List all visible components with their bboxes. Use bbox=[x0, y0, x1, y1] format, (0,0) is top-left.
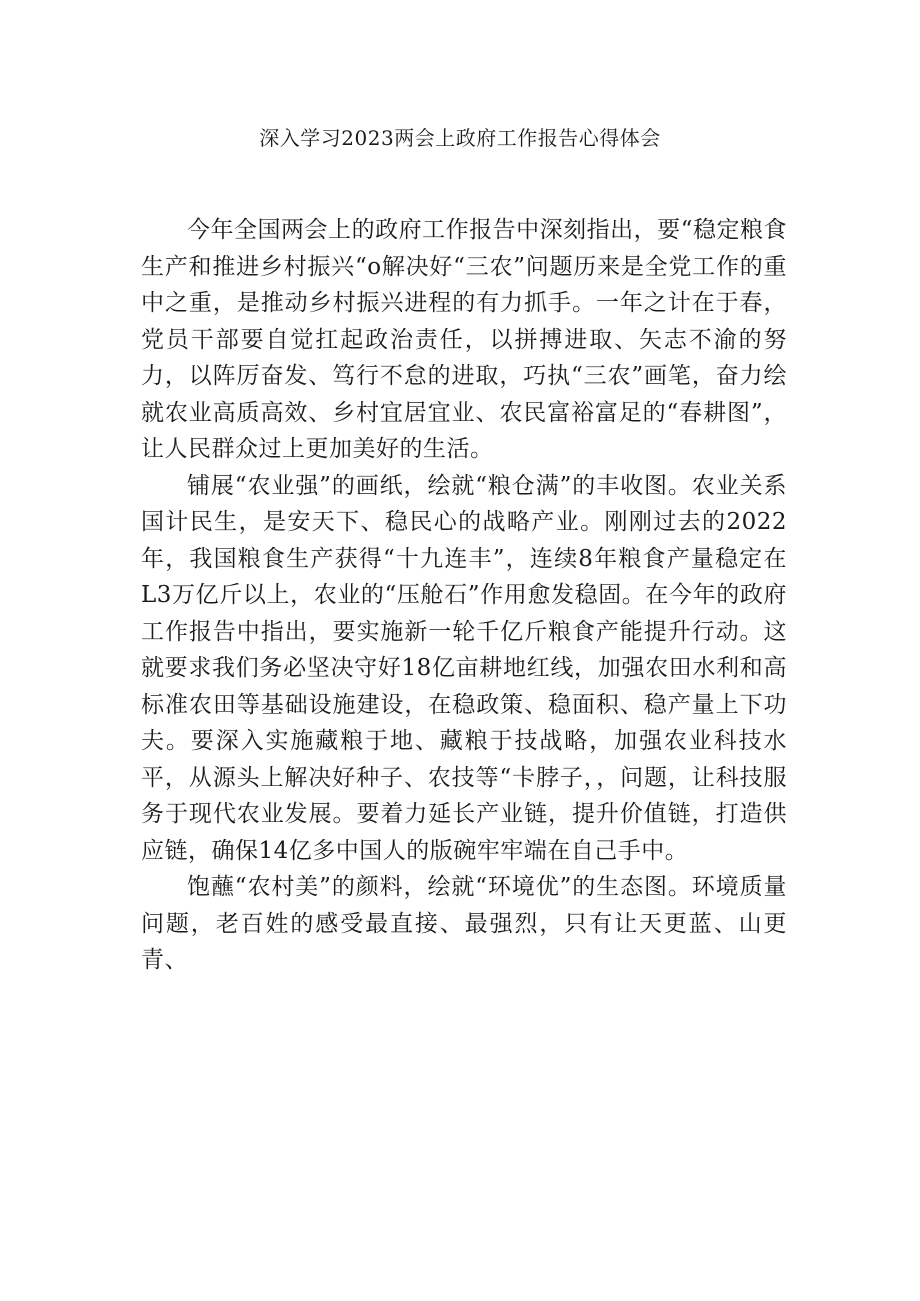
document-body bbox=[141, 212, 787, 979]
document-title: 深入学习2023两会上政府工作报告心得体会 bbox=[259, 126, 661, 150]
paragraph-agriculture: 铺展“农业强”的画纸，绘就“粮仓满”的丰收图。农业关系国计民生，是安天下、稳民心的战略产业。刚刚过去的2022年，我国粮食生产获得“十九连丰”，连续8年粮食产量稳定在L3万亿斤以上，农业的“压舱石”作用愈发稳固。在今年的政府工作报告中指出，要实施新一轮千亿斤粮食产能提升行动。这就要求我们务必坚决守好18亿亩耕地红线，加强农田水利和高标准农田等基础设施建设，在稳政策、稳面积、稳产量上下功夫。要深入实施藏粮于地、藏粮于技战略，加强农业科技水平，从源头上解决好种子、农技等“卡脖子，，问题，让科技服务于现代农业发展。要着力延长产业链，提升价值链，打造供应链，确保14亿多中国人的版碗牢牢端在自己手中。 bbox=[141, 472, 787, 864]
paragraph-environment: 饱蘸“农村美”的颜料，绘就“环境优”的生态图。环境质量问题，老百姓的感受最直接、最强烈，只有让天更蓝、山更青、 bbox=[141, 874, 787, 973]
paragraph-intro: 今年全国两会上的政府工作报告中深刻指出，要“稳定粮食生产和推进乡村振兴“o解决好“三农”问题历来是全党工作的重中之重，是推动乡村振兴进程的有力抓手。一年之计在于春，党员干部要自觉扛起政治责任，以拼搏进取、矢志不渝的努力，以阵厉奋发、笃行不怠的进取，巧执“三农”画笔，奋力绘就农业高质高效、乡村宜居宜业、农民富裕富足的“春耕图”，让人民群众过上更加美好的生活。 bbox=[141, 217, 787, 462]
